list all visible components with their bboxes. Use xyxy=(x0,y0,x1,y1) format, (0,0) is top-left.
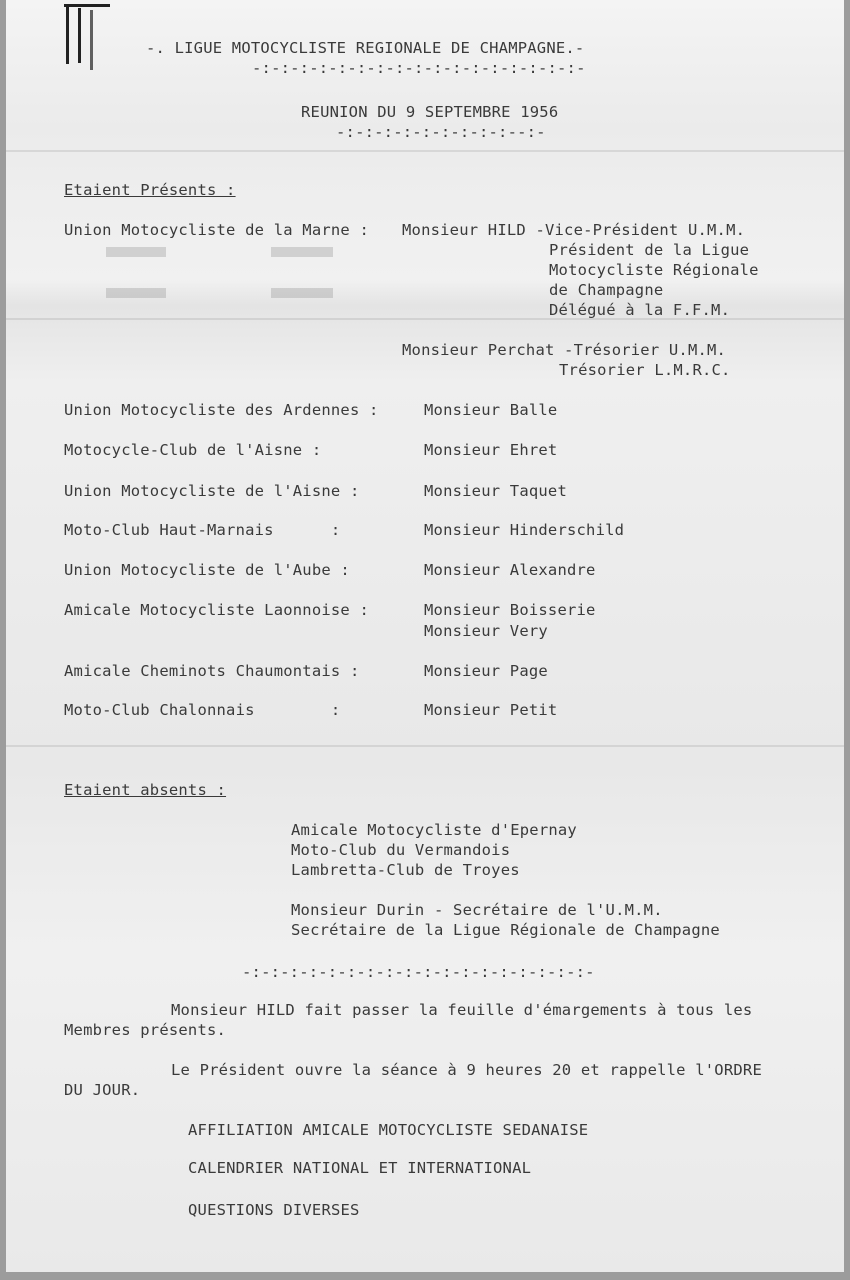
club-name: Union Motocycliste de l'Aisne : xyxy=(64,482,360,500)
absent-person: Monsieur Durin - Secrétaire de l'U.M.M. xyxy=(291,901,663,919)
member-title: Président de la Ligue xyxy=(549,241,750,259)
paper-fold xyxy=(6,745,844,747)
club-name: Union Motocycliste de la Marne : xyxy=(64,221,370,239)
meeting-title: REUNION DU 9 SEPTEMBRE 1956 xyxy=(301,103,559,121)
present-heading: Etaient Présents : xyxy=(64,181,236,199)
member-name: Monsieur Very xyxy=(424,622,548,640)
absent-club: Moto-Club du Vermandois xyxy=(291,841,511,859)
club-name: Union Motocycliste de l'Aube : xyxy=(64,561,350,579)
header-rule: -:-:-:-:-:-:-:-:-:--:- xyxy=(336,123,546,141)
club-name: Union Motocycliste des Ardennes : xyxy=(64,401,379,419)
member-title: Délégué à la F.F.M. xyxy=(549,301,731,319)
binding-mark xyxy=(64,4,114,74)
member-title: de Champagne xyxy=(549,281,664,299)
document-page xyxy=(6,0,844,1272)
member-title: Trésorier L.M.R.C. xyxy=(559,361,731,379)
member-name: Monsieur Perchat -Trésorier U.M.M. xyxy=(402,341,727,359)
tape-mark xyxy=(106,288,166,298)
paper-fold xyxy=(6,150,844,152)
member-name: Monsieur Page xyxy=(424,662,548,680)
absent-heading: Etaient absents : xyxy=(64,781,227,799)
tape-mark xyxy=(271,288,333,298)
absent-club: Amicale Motocycliste d'Epernay xyxy=(291,821,577,839)
org-title: -. LIGUE MOTOCYCLISTE REGIONALE DE CHAMPAGNE.- xyxy=(146,39,585,57)
header-rule: -:-:-:-:-:-:-:-:-:-:-:-:-:-:-:-:-:- xyxy=(252,59,586,77)
club-name: Amicale Cheminots Chaumontais : xyxy=(64,662,360,680)
member-name: Monsieur Taquet xyxy=(424,482,567,500)
paragraph-line: Membres présents. xyxy=(64,1021,227,1039)
tape-mark xyxy=(271,247,333,257)
club-name: Moto-Club Chalonnais : xyxy=(64,701,341,719)
absent-person: Secrétaire de la Ligue Régionale de Champagne xyxy=(291,921,720,939)
member-title: Motocycliste Régionale xyxy=(549,261,759,279)
member-name: Monsieur Boisserie xyxy=(424,601,596,619)
paragraph-line: Le Président ouvre la séance à 9 heures 20 et rappelle l'ORDRE xyxy=(171,1061,762,1079)
tape-mark xyxy=(106,247,166,257)
paragraph-line: DU JOUR. xyxy=(64,1081,141,1099)
member-name: Monsieur Hinderschild xyxy=(424,521,625,539)
agenda-item: QUESTIONS DIVERSES xyxy=(188,1201,360,1219)
club-name: Motocycle-Club de l'Aisne : xyxy=(64,441,322,459)
paragraph-line: Monsieur HILD fait passer la feuille d'émargements à tous les xyxy=(171,1001,753,1019)
member-name: Monsieur Balle xyxy=(424,401,558,419)
club-name: Moto-Club Haut-Marnais : xyxy=(64,521,341,539)
member-name: Monsieur Petit xyxy=(424,701,558,719)
section-rule: -:-:-:-:-:-:-:-:-:-:-:-:-:-:-:-:-:-:- xyxy=(242,963,595,981)
member-name: Monsieur HILD -Vice-Président U.M.M. xyxy=(402,221,746,239)
agenda-item: AFFILIATION AMICALE MOTOCYCLISTE SEDANAISE xyxy=(188,1121,589,1139)
club-name: Amicale Motocycliste Laonnoise : xyxy=(64,601,370,619)
agenda-item: CALENDRIER NATIONAL ET INTERNATIONAL xyxy=(188,1159,532,1177)
member-name: Monsieur Alexandre xyxy=(424,561,596,579)
absent-club: Lambretta-Club de Troyes xyxy=(291,861,520,879)
member-name: Monsieur Ehret xyxy=(424,441,558,459)
